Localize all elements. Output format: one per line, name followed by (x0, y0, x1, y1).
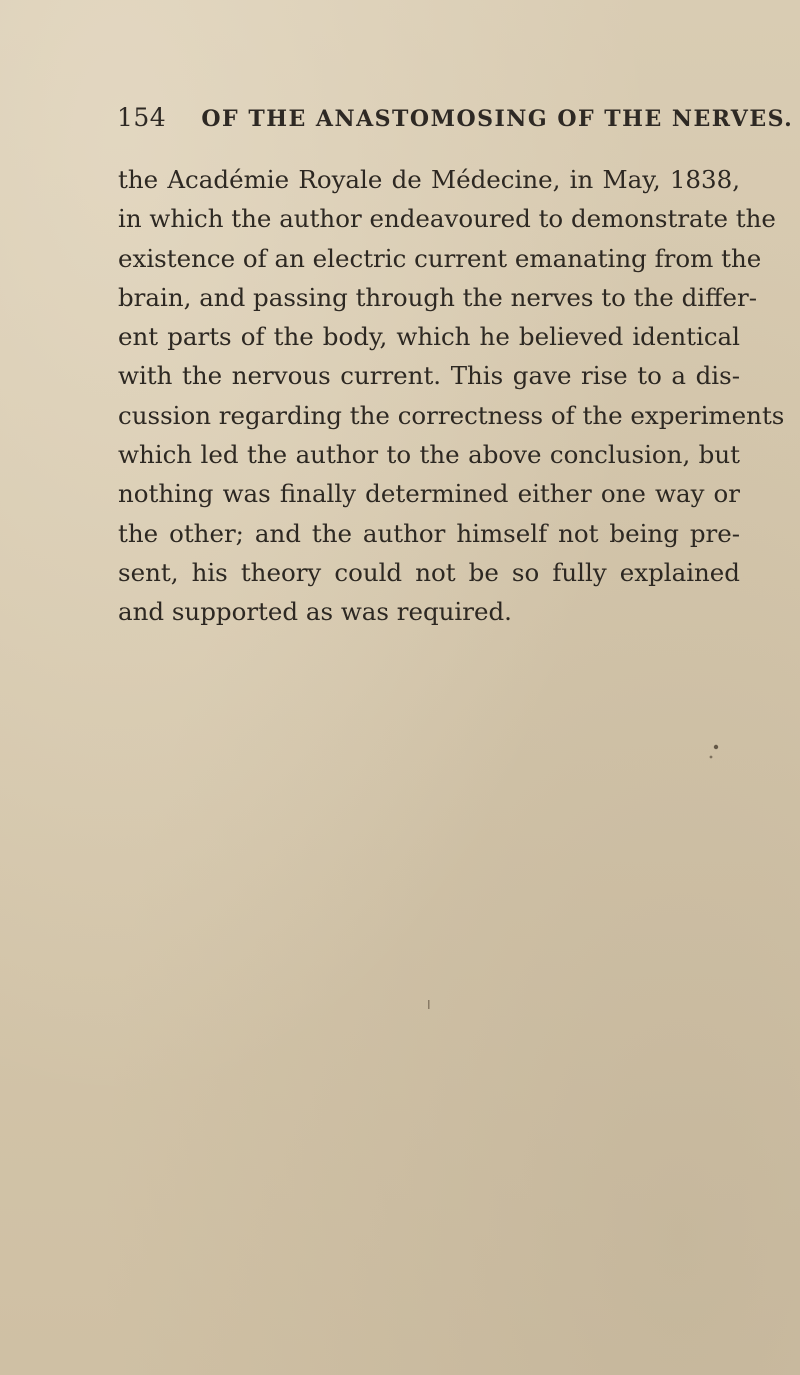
text-line: and supported as was required. (118, 597, 512, 627)
running-head (117, 103, 794, 132)
page-number: 154 (117, 103, 167, 132)
text-line: in which the author endeavoured to demonstrate the (118, 204, 776, 234)
text-line: sent, his theory could not be so fully explained (118, 557, 740, 587)
text-line: with the nervous current. This gave rise to a dis- (118, 361, 740, 391)
text-line: the other; and the author himself not being pre- (118, 518, 740, 548)
text-line: ent parts of the body, which he believed identical (118, 322, 740, 352)
text-line: the Académie Royale de Médecine, in May, 1838, (118, 165, 740, 194)
body-text (118, 160, 785, 632)
text-line: existence of an electric current emanating from the (118, 243, 762, 273)
text-line: cussion regarding the correctness of the experiments (118, 400, 785, 430)
running-head-title: OF THE ANASTOMOSING OF THE NERVES. (201, 106, 794, 132)
text-line: brain, and passing through the nerves to the differ- (118, 282, 757, 312)
text-line: which led the author to the above conclusion, but (118, 440, 740, 470)
text-line: nothing was finally determined either one way or (118, 479, 740, 509)
